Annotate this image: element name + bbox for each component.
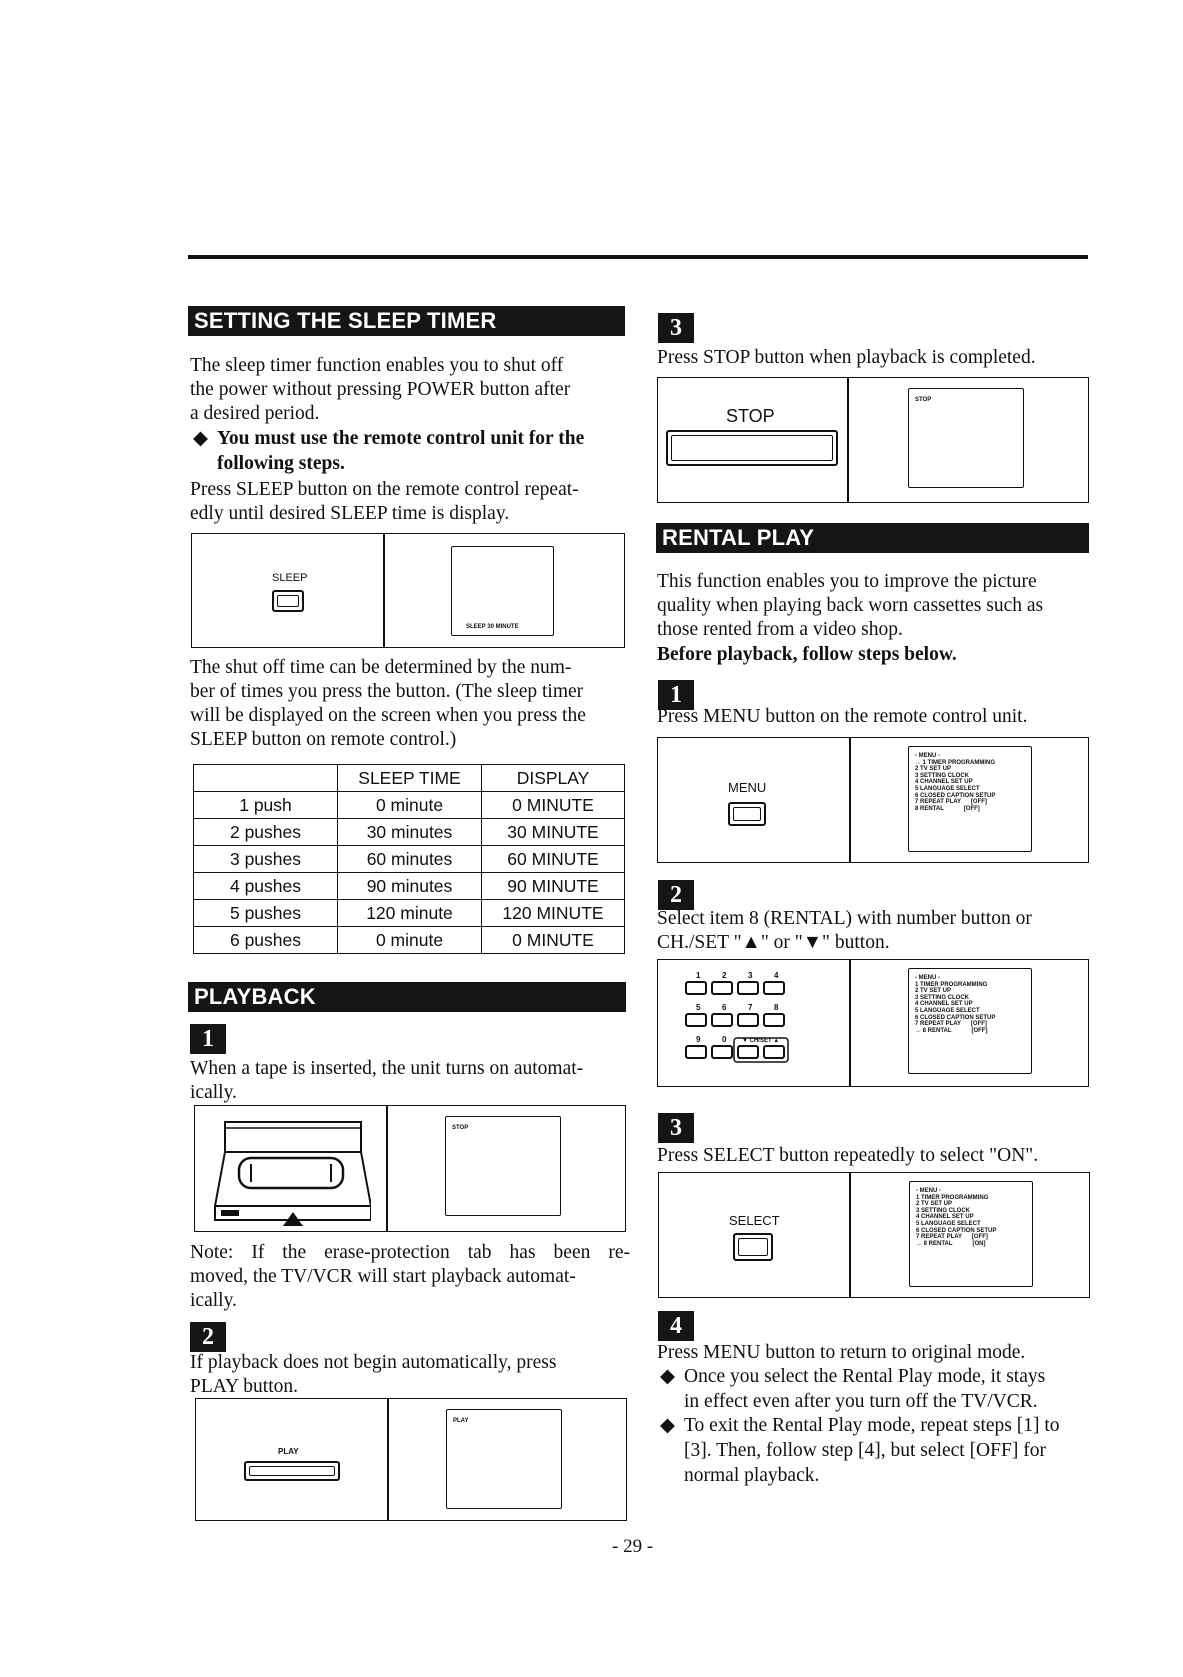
select-button-caption: SELECT bbox=[729, 1213, 780, 1228]
select-button[interactable] bbox=[733, 1233, 773, 1261]
keypad-label: 5 bbox=[696, 1003, 701, 1012]
r4-bullet-2 bbox=[660, 1413, 1100, 1488]
step2-line-1: If playback does not begin automatically, press bbox=[190, 1352, 557, 1373]
panel-divider bbox=[387, 1399, 389, 1520]
keypad-label: 0 bbox=[722, 1035, 727, 1044]
play-illustration-panel bbox=[195, 1398, 627, 1521]
r4-text: Press MENU button to return to original mode. bbox=[657, 1342, 1026, 1363]
panel-divider bbox=[849, 1173, 851, 1297]
sleep-time-table bbox=[193, 764, 625, 954]
step-number-badge: 3 bbox=[658, 1113, 694, 1143]
sleep-button[interactable] bbox=[272, 590, 304, 612]
tv-screen bbox=[909, 1181, 1033, 1287]
table-cell: 120 minute bbox=[338, 900, 482, 927]
step2-screen-text: PLAY bbox=[453, 1418, 469, 1424]
table-cell: 2 pushes bbox=[194, 819, 338, 846]
keypad-label: 2 bbox=[722, 971, 727, 980]
panel-divider bbox=[383, 534, 385, 647]
r2-line-1: Select item 8 (RENTAL) with number button or bbox=[657, 908, 1032, 929]
rental-before-text: Before playback, follow steps below. bbox=[657, 644, 957, 665]
r4-bullet-1 bbox=[660, 1364, 1100, 1414]
rental-intro-line-1: This function enables you to improve the picture bbox=[657, 571, 1037, 592]
menu-button[interactable] bbox=[728, 802, 766, 826]
panel-divider bbox=[849, 738, 851, 862]
step-number-badge: 2 bbox=[658, 880, 694, 910]
r1-text: Press MENU button on the remote control unit. bbox=[657, 706, 1028, 727]
playback-banner: PLAYBACK bbox=[188, 982, 626, 1012]
r4-bullet-2-line-3: normal playback. bbox=[684, 1465, 820, 1486]
cassette-illustration-panel bbox=[194, 1105, 626, 1232]
table-cell: 90 minutes bbox=[338, 873, 482, 900]
table-cell: 1 push bbox=[194, 792, 338, 819]
step3-text: Press STOP button when playback is completed. bbox=[657, 347, 1036, 368]
bullet-diamond-icon: ◆ bbox=[660, 1366, 675, 1387]
step1-line-2: ically. bbox=[190, 1082, 237, 1103]
tv-screen bbox=[908, 388, 1024, 488]
table-row bbox=[194, 927, 625, 954]
table-row bbox=[194, 846, 625, 873]
keypad-label: 6 bbox=[722, 1003, 727, 1012]
menu-illustration-panel bbox=[657, 737, 1089, 863]
r4-bullet-2-line-2: [3]. Then, follow step [4], but select [OFF] for bbox=[684, 1440, 1046, 1461]
r2-line-2: CH./SET "▲" or "▼" button. bbox=[657, 932, 890, 953]
keypad-label: 9 bbox=[696, 1035, 701, 1044]
shutoff-line-3: will be displayed on the screen when you press the bbox=[190, 705, 586, 726]
tv-screen bbox=[908, 968, 1032, 1074]
table-cell: 30 MINUTE bbox=[482, 819, 625, 846]
table-cell: 5 pushes bbox=[194, 900, 338, 927]
table-header bbox=[194, 765, 338, 792]
sleep-press-line-2: edly until desired SLEEP time is display. bbox=[190, 503, 510, 524]
table-cell: 0 MINUTE bbox=[482, 927, 625, 954]
keypad-label: 7 bbox=[748, 1003, 753, 1012]
table-row bbox=[194, 900, 625, 927]
panel-divider bbox=[847, 378, 849, 502]
shutoff-line-4: SLEEP button on remote control.) bbox=[190, 729, 457, 750]
top-rule bbox=[188, 255, 1088, 259]
menu-screen3-text: - MENU - 1 TIMER PROGRAMMING 2 TV SET UP 3 SETTING CLOCK 4 CHANNEL SET UP 5 LANGUAGE SELECT 6 CLOSED CAPTION SETUP 7 REPEAT PLAY [OFF] → 8 RENTAL [ON] bbox=[916, 1188, 997, 1247]
table-cell: 6 pushes bbox=[194, 927, 338, 954]
table-row bbox=[194, 873, 625, 900]
step-number-badge: 1 bbox=[658, 680, 694, 710]
keypad-label: 4 bbox=[774, 971, 779, 980]
sleep-bullet-line-2: following steps. bbox=[217, 453, 345, 474]
table-cell: 4 pushes bbox=[194, 873, 338, 900]
rental-intro-line-2: quality when playing back worn cassettes such as bbox=[657, 595, 1044, 616]
sleep-bullet bbox=[193, 426, 633, 478]
shutoff-line-2: ber of times you press the button. (The sleep timer bbox=[190, 681, 584, 702]
keypad-illustration-panel bbox=[657, 959, 1089, 1087]
table-cell: 90 MINUTE bbox=[482, 873, 625, 900]
shutoff-line-1: The shut off time can be determined by the num- bbox=[190, 657, 572, 678]
menu-button-caption: MENU bbox=[728, 780, 767, 795]
table-cell: 30 minutes bbox=[338, 819, 482, 846]
table-row bbox=[194, 819, 625, 846]
step1-screen-text: STOP bbox=[452, 1125, 469, 1131]
rental-intro-line-3: those rented from a video shop. bbox=[657, 619, 903, 640]
sleep-intro-line-1: The sleep timer function enables you to shut off bbox=[190, 355, 564, 376]
table-cell: 60 minutes bbox=[338, 846, 482, 873]
sleep-screen-text: SLEEP 30 MINUTE bbox=[466, 624, 519, 630]
table-cell: 120 MINUTE bbox=[482, 900, 625, 927]
table-cell: 3 pushes bbox=[194, 846, 338, 873]
sleep-illustration-panel bbox=[191, 533, 625, 648]
bullet-diamond-icon: ◆ bbox=[660, 1415, 675, 1436]
r3-text: Press SELECT button repeatedly to select "ON". bbox=[657, 1145, 1039, 1166]
note-line-1: Note: If the erase-protection tab has been re- bbox=[190, 1242, 630, 1263]
number-keypad-icon[interactable] bbox=[666, 968, 846, 1080]
tv-screen bbox=[446, 1409, 562, 1509]
table-cell: 60 MINUTE bbox=[482, 846, 625, 873]
keypad-label: 3 bbox=[748, 971, 753, 980]
stop-button-caption: STOP bbox=[726, 406, 775, 426]
table-cell: 0 minute bbox=[338, 927, 482, 954]
r4-bullet-2-line-1: To exit the Rental Play mode, repeat steps [1] to bbox=[684, 1415, 1060, 1436]
panel-divider bbox=[386, 1106, 388, 1231]
cassette-insert-icon bbox=[211, 1114, 371, 1229]
step-number-badge: 3 bbox=[658, 313, 694, 343]
table-row bbox=[194, 792, 625, 819]
note-line-2: moved, the TV/VCR will start playback automat- bbox=[190, 1266, 576, 1287]
tv-screen bbox=[908, 746, 1032, 852]
table-header-row bbox=[194, 765, 625, 792]
r4-bullet-1-line-2: in effect even after you turn off the TV/VCR. bbox=[684, 1391, 1038, 1412]
stop-button[interactable] bbox=[666, 430, 838, 466]
menu-screen2-text: - MENU - 1 TIMER PROGRAMMING 2 TV SET UP 3 SETTING CLOCK 4 CHANNEL SET UP 5 LANGUAGE SELECT 6 CLOSED CAPTION SETUP 7 REPEAT PLAY [OFF] → 8 RENTAL [OFF] bbox=[915, 975, 996, 1034]
table-header: SLEEP TIME bbox=[338, 765, 482, 792]
stop-illustration-panel bbox=[657, 377, 1089, 503]
r4-bullet-1-line-1: Once you select the Rental Play mode, it stays bbox=[684, 1366, 1046, 1387]
step-number-badge: 1 bbox=[190, 1024, 226, 1054]
step2-line-2: PLAY button. bbox=[190, 1376, 298, 1397]
sleep-press-line-1: Press SLEEP button on the remote control repeat- bbox=[190, 479, 579, 500]
stop-screen-text: STOP bbox=[915, 397, 932, 403]
sleep-timer-banner: SETTING THE SLEEP TIMER bbox=[188, 306, 625, 336]
tv-screen bbox=[451, 546, 554, 636]
bullet-diamond-icon: ◆ bbox=[193, 428, 208, 449]
sleep-button-caption: SLEEP bbox=[272, 572, 308, 584]
keypad-label: 8 bbox=[774, 1003, 779, 1012]
keypad-chset-label: ▼ CH/SET ▲ bbox=[742, 1038, 780, 1044]
play-button-caption: PLAY bbox=[278, 1447, 299, 1456]
step-number-badge: 2 bbox=[190, 1322, 226, 1352]
table-cell: 0 MINUTE bbox=[482, 792, 625, 819]
sleep-intro-line-2: the power without pressing POWER button after bbox=[190, 379, 571, 400]
keypad-label: 1 bbox=[696, 971, 701, 980]
rental-play-banner: RENTAL PLAY bbox=[656, 523, 1089, 553]
sleep-intro-line-3: a desired period. bbox=[190, 403, 320, 424]
sleep-bullet-line-1: You must use the remote control unit for the bbox=[217, 428, 585, 449]
table-header: DISPLAY bbox=[482, 765, 625, 792]
table-cell: 0 minute bbox=[338, 792, 482, 819]
step1-line-1: When a tape is inserted, the unit turns on automat- bbox=[190, 1058, 584, 1079]
tv-screen bbox=[445, 1116, 561, 1216]
panel-divider bbox=[849, 960, 851, 1086]
page-number: - 29 - bbox=[612, 1536, 654, 1557]
menu-screen-text: - MENU - → 1 TIMER PROGRAMMING 2 TV SET UP 3 SETTING CLOCK 4 CHANNEL SET UP 5 LANGUAGE SELECT 6 CLOSED CAPTION SETUP 7 REPEAT PLAY [OFF] 8 RENTAL [OFF] bbox=[915, 753, 996, 812]
select-illustration-panel bbox=[658, 1172, 1090, 1298]
play-button[interactable] bbox=[244, 1461, 340, 1481]
note-line-3: ically. bbox=[190, 1290, 237, 1311]
step-number-badge: 4 bbox=[658, 1311, 694, 1341]
